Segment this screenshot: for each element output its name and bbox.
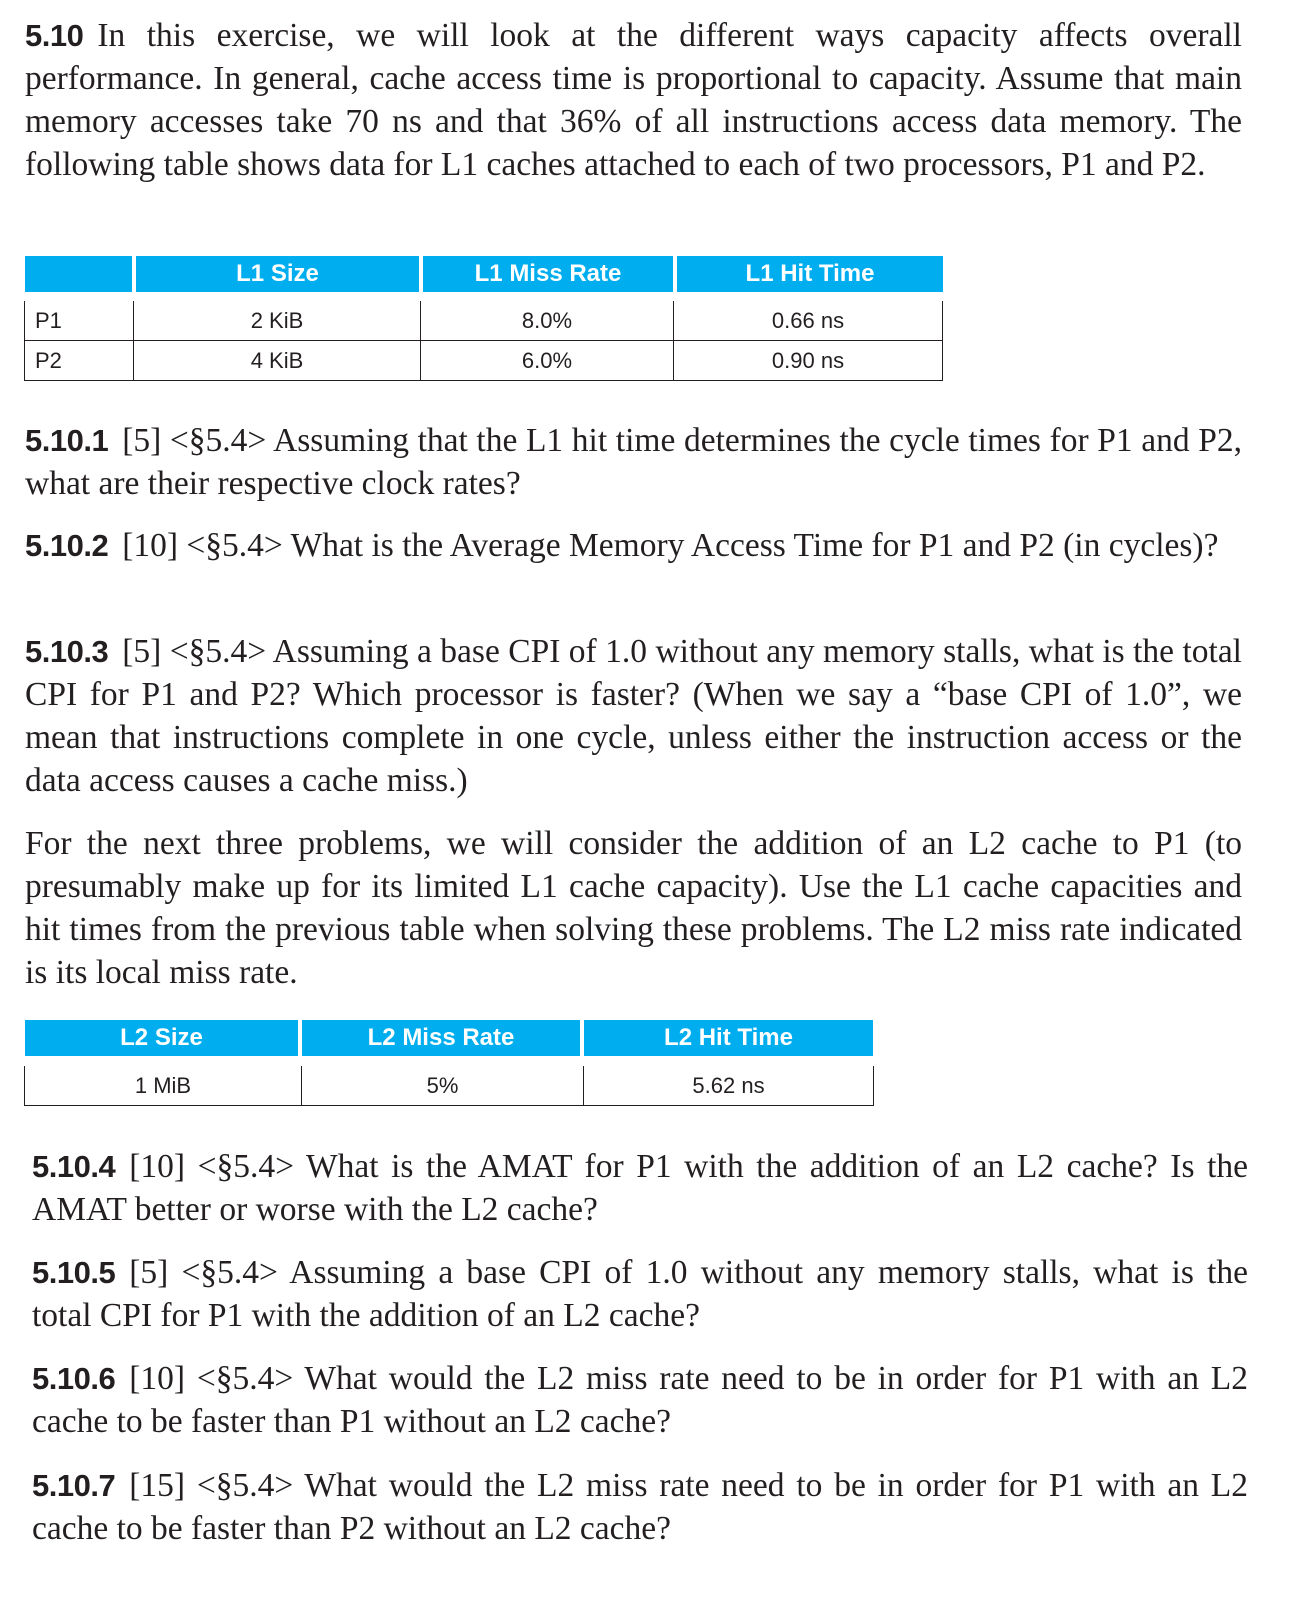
l2-header-size: L2 Size — [25, 1020, 298, 1056]
l1-cell-miss-rate: 8.0% — [421, 301, 674, 340]
question-5-10-6 — [32, 1357, 1248, 1443]
exercise-number: 5.10 — [25, 18, 84, 53]
l1-cell-hit-time: 0.66 ns — [674, 301, 943, 340]
l1-header-miss-rate: L1 Miss Rate — [423, 256, 673, 292]
question-number: 5.10.6 — [32, 1361, 116, 1396]
l1-table-header — [25, 256, 943, 292]
question-5-10-5 — [32, 1251, 1248, 1337]
l2-header-hit-time: L2 Hit Time — [584, 1020, 873, 1056]
l2-cell-miss-rate: 5% — [302, 1066, 584, 1105]
question-text: [10] <§5.4> What would the L2 miss rate need to be in order for P1 with an L2 cache to be faster than P1 without an L2 cache? — [32, 1360, 1248, 1440]
l1-header-hit-time: L1 Hit Time — [677, 256, 943, 292]
l1-cell-size: 2 KiB — [134, 301, 421, 340]
l1-cell-processor: P2 — [24, 341, 134, 380]
question-number: 5.10.1 — [25, 423, 109, 458]
question-5-10-3 — [25, 630, 1242, 802]
intro-text: In this exercise, we will look at the different ways capacity affects overall performance. In general, cache access time is proportional to capacity. Assume that main memory accesses take 70 ns and that 36% of all instructions access data memory. The following table shows data for L1 caches attached to each of two processors, P1 and P2. — [25, 17, 1242, 183]
question-text: [5] <§5.4> Assuming that the L1 hit time determines the cycle times for P1 and P2, what are their respective clock rates? — [25, 422, 1242, 502]
exercise-intro — [25, 14, 1242, 186]
question-5-10-4 — [32, 1145, 1248, 1231]
question-number: 5.10.7 — [32, 1468, 116, 1503]
question-number: 5.10.2 — [25, 528, 109, 563]
question-text: [5] <§5.4> Assuming a base CPI of 1.0 without any memory stalls, what is the total CPI for P1 with the addition of an L2 cache? — [32, 1254, 1248, 1334]
question-5-10-2 — [25, 524, 1242, 567]
question-text: [5] <§5.4> Assuming a base CPI of 1.0 without any memory stalls, what is the total CPI for P1 and P2? Which processor is faster? (When we say a “base CPI of 1.0”, we mean that instructions complete in one cycle, unless either the instruction access or the data access causes a cache miss.) — [25, 633, 1242, 799]
question-5-10-7 — [32, 1464, 1248, 1550]
l1-cell-hit-time: 0.90 ns — [674, 341, 943, 380]
l1-table-row-p1 — [24, 301, 943, 341]
question-number: 5.10.5 — [32, 1255, 116, 1290]
question-text: [15] <§5.4> What would the L2 miss rate need to be in order for P1 with an L2 cache to be faster than P2 without an L2 cache? — [32, 1467, 1248, 1547]
l2-table-row — [24, 1066, 874, 1106]
l2-cell-hit-time: 5.62 ns — [584, 1066, 874, 1105]
question-text: [10] <§5.4> What is the Average Memory Access Time for P1 and P2 (in cycles)? — [122, 527, 1219, 564]
l2-table-header — [25, 1020, 873, 1056]
l1-header-size: L1 Size — [136, 256, 419, 292]
l1-cell-size: 4 KiB — [134, 341, 421, 380]
transition-paragraph: For the next three problems, we will consider the addition of an L2 cache to P1 (to presumably make up for its limited L1 cache capacity). Use the L1 cache capacities and hit times from the previous table when solving these problems. The L2 miss rate indicated is its local miss rate. — [25, 825, 1242, 991]
l2-header-miss-rate: L2 Miss Rate — [302, 1020, 580, 1056]
question-number: 5.10.3 — [25, 634, 109, 669]
l1-cell-processor: P1 — [24, 301, 134, 340]
question-text: [10] <§5.4> What is the AMAT for P1 with the addition of an L2 cache? Is the AMAT better or worse with the L2 cache? — [32, 1148, 1248, 1228]
l1-header-blank — [25, 256, 132, 292]
l2-cell-size: 1 MiB — [24, 1066, 302, 1105]
question-5-10-1 — [25, 419, 1242, 505]
question-number: 5.10.4 — [32, 1149, 116, 1184]
l1-cell-miss-rate: 6.0% — [421, 341, 674, 380]
l1-table-row-p2 — [24, 341, 943, 381]
